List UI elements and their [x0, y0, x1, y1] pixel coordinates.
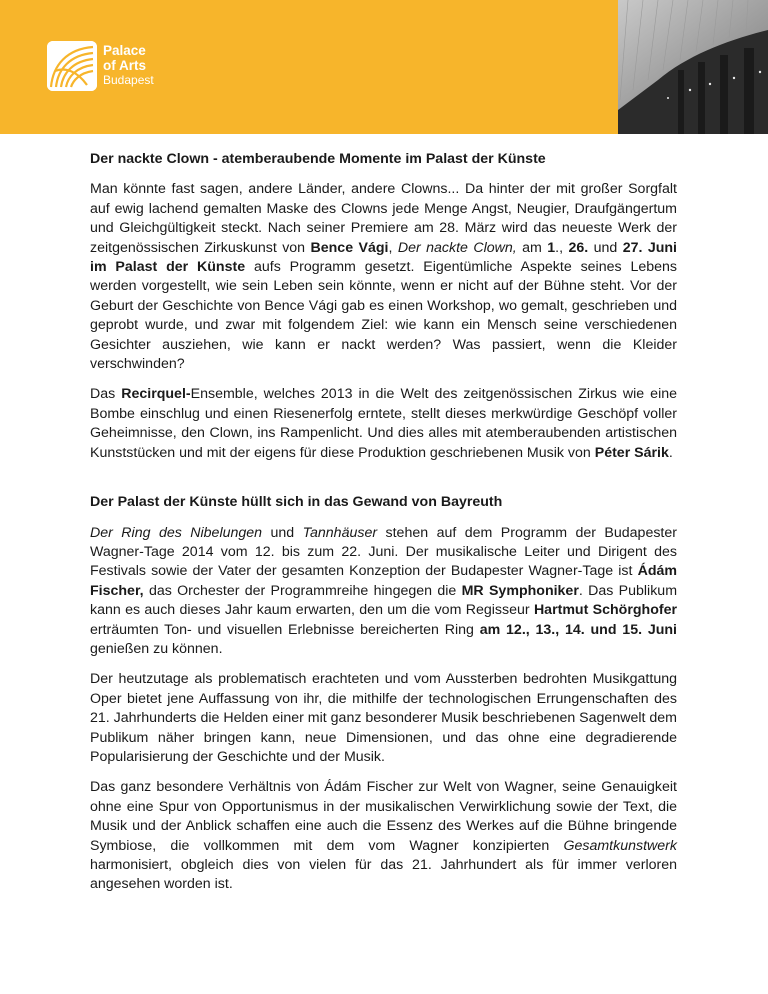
article-2-paragraph-1: Der Ring des Nibelungen und Tannhäuser stehen auf dem Programm der Budapester Wagner-Tage 2014 vom 12. bis zum 22. Juni. Der musikalische Leiter und Dirigent des Festivals sowie der Vater der gesamten Konzeption der Budapester Wagner-Tage ist Ádám Fischer, das Orchester der Programmreihe hingegen die MR Symphoniker. Das Publikum kann es auch dieses Jahr kaum erwarten, den um die vom Regisseur Hartmut Schörghofer erträumten Ton- und visuellen Erlebnisse bereicherten Ring am 12., 13., 14. und 15. Juni genießen zu können. [90, 524, 678, 657]
palace-of-arts-logo[interactable] [47, 41, 197, 91]
article-2-heading: Der Palast der Künste hüllt sich in das Gewand von Bayreuth [90, 494, 503, 511]
article-1-paragraph-2: Das Recirquel-Ensemble, welches 2013 in die Welt des zeitgenössischen Zirkus wie eine Bombe einschlug und einen Riesenerfolg erntete, stellt dieses merkwürdige Geschöpf voller Geheimnisse, den Clown, ins Rampenlicht. Und dies alles mit atemberaubenden artistischen Kunststücken und mit der eigens für diese Produktion geschriebenen Musik von Péter Sárik. [90, 386, 677, 461]
press-release-body [90, 150, 677, 895]
header-banner [0, 0, 768, 134]
logo-wordmark [103, 43, 154, 88]
building-photo [618, 0, 768, 134]
article-2-paragraph-3: Das ganz besondere Verhältnis von Ádám Fischer zur Welt von Wagner, seine Genauigkeit ohne eine Spur von Opportunismus in der musikalischen Verwirklichung sowie der Text, die Musik und der Anblick schaffen eine auch die Essenz des Werkes auf die Bühne bringende Symbiose, die vollkommen mit dem vom Wagner konzipierten Gesamtkunstwerk harmonisiert, obgleich dies von vielen für das 21. Jahrhundert als für immer verloren angesehen worden ist. [90, 779, 677, 893]
article-1-heading: Der nackte Clown - atemberaubende Momente im Palast der Künste [90, 151, 546, 167]
logo-line-1: Palace [103, 43, 146, 58]
article-1-paragraph-1: Man könnte fast sagen, andere Länder, andere Clowns... Da hinter der mit großer Sorgfalt auf ewig lachend gemalten Maske des Clowns jede Menge Angst, Neugier, Draufgängertum und Gleichgültigkeit steckt. Nach seiner Premiere am 28. März wird das neueste Werk der zeitgenössischen Zirkuskunst von Bence Vági, Der nackte Clown, am 1., 26. und 27. Juni im Palast der Künste aufs Programm gesetzt. Eigentümliche Aspekte seines Lebens werden vorgestellt, wie sein Leben sein könnte, wenn er nicht auf der Bühne steht. Vor der Geburt der Geschichte von Bence Vági gab es einen Workshop, wo gemalt, geschrieben und geprobt wurde, und zwar mit folgendem Ziel: wie kann ein Mensch seine verschiedenen Gesichter ausziehen, wie kann er nackt werden? Was passiert, wenn die Kleider verschwinden? [90, 181, 677, 373]
logo-line-3: Budapest [103, 73, 154, 87]
article-2-paragraph-2: Der heutzutage als problematisch erachteten und vom Aussterben bedrohten Musikgattung Oper bietet jene Auffassung von ihr, die mithilfe der technologischen Errungenschaften des 21. Jahrhunderts die Helden einer mit ganz besonderer Musik beschriebenen Sagenwelt dem Publikum näher bringen kann, neue Dimensionen, und das ohne eine degradierende Popularisierung der Geschichte und der Musik. [90, 671, 677, 765]
logo-swirl-icon [47, 41, 97, 91]
logo-line-2: of Arts [103, 58, 146, 73]
